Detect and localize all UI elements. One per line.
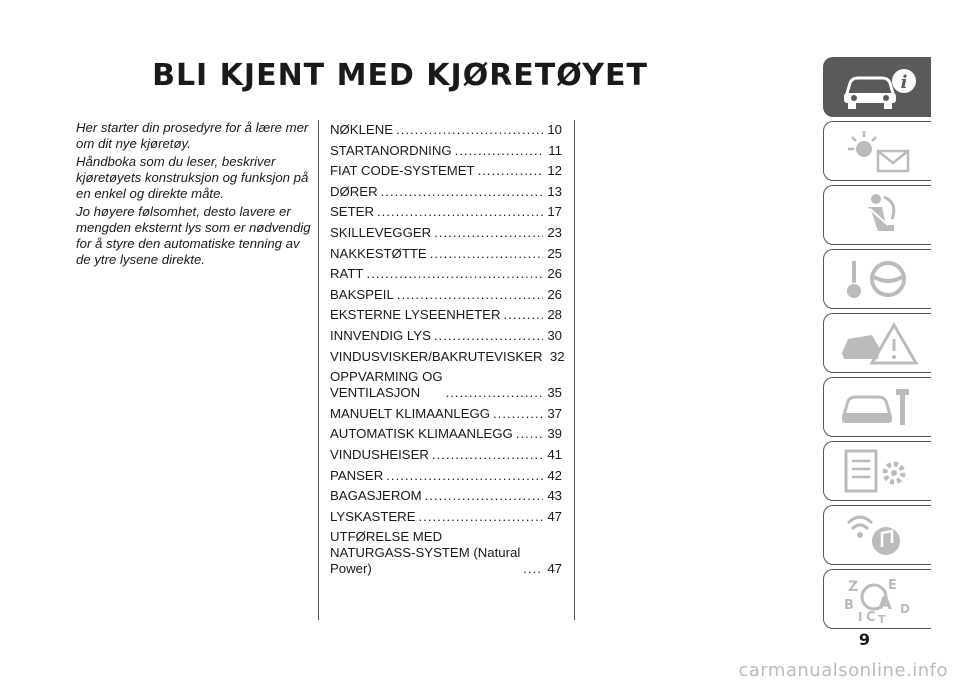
toc-leader-dots bbox=[434, 225, 543, 241]
toc-entry[interactable] bbox=[330, 246, 562, 262]
warning-lights-icon bbox=[838, 127, 918, 175]
tab-car-info[interactable] bbox=[823, 57, 931, 117]
toc-entry[interactable] bbox=[330, 488, 562, 504]
toc-entry-label: MANUELT KLIMAANLEGG bbox=[330, 405, 491, 421]
toc-entry[interactable] bbox=[330, 184, 562, 200]
svg-text:T: T bbox=[877, 613, 886, 623]
toc-entry-label: FIAT CODE-SYSTEMET bbox=[330, 163, 475, 179]
svg-text:B: B bbox=[843, 598, 854, 613]
table-of-contents bbox=[330, 122, 565, 582]
toc-leader-dots bbox=[366, 266, 543, 282]
tab-starting-driving[interactable] bbox=[823, 249, 931, 309]
toc-entry-label: STARTANORDNING bbox=[330, 142, 452, 158]
toc-entry-page: 41 bbox=[547, 446, 562, 462]
toc-leader-dots bbox=[396, 122, 543, 138]
intro-text bbox=[76, 120, 316, 270]
toc-leader-dots bbox=[516, 426, 543, 442]
svg-text:Z: Z bbox=[847, 579, 858, 595]
toc-entry[interactable] bbox=[330, 447, 562, 463]
toc-entry[interactable] bbox=[330, 328, 562, 344]
chapter-tabs bbox=[823, 57, 931, 633]
toc-entry-page: 35 bbox=[547, 385, 562, 401]
toc-leader-dots bbox=[478, 163, 543, 179]
toc-leader-dots bbox=[493, 406, 543, 422]
tab-safety[interactable] bbox=[823, 185, 931, 245]
tab-technical-data[interactable] bbox=[823, 441, 931, 501]
toc-entry-page: 17 bbox=[547, 204, 562, 220]
column-divider bbox=[574, 120, 575, 620]
tab-warning-lights[interactable] bbox=[823, 121, 931, 181]
multimedia-icon bbox=[838, 511, 918, 559]
toc-leader-dots bbox=[397, 287, 543, 303]
toc-entry[interactable] bbox=[330, 509, 562, 525]
toc-entry[interactable] bbox=[330, 529, 562, 577]
toc-entry-label: BAGASJEROM bbox=[330, 488, 422, 504]
alphabetical-index-icon bbox=[838, 575, 918, 623]
toc-entry-page: 12 bbox=[547, 163, 562, 179]
technical-data-icon bbox=[838, 447, 918, 495]
toc-entry[interactable] bbox=[330, 468, 562, 484]
page-title: BLI KJENT MED KJØRETØYET bbox=[152, 58, 648, 93]
toc-entry-page: 11 bbox=[548, 142, 562, 158]
toc-leader-dots bbox=[523, 561, 543, 577]
toc-leader-dots bbox=[377, 204, 543, 220]
airbag-safety-icon bbox=[838, 191, 918, 239]
steering-wheel-icon bbox=[838, 255, 918, 303]
toc-leader-dots bbox=[455, 143, 543, 159]
toc-entry[interactable] bbox=[330, 122, 562, 138]
toc-entry-label: LYSKASTERE bbox=[330, 508, 416, 524]
tab-index[interactable] bbox=[823, 569, 931, 629]
car-info-icon bbox=[838, 63, 918, 111]
intro-paragraph: Her starter din prosedyre for å lære mer om dit nye kjøretøy. bbox=[76, 120, 309, 151]
svg-text:E: E bbox=[887, 578, 897, 593]
toc-entry-page: 25 bbox=[547, 245, 562, 261]
toc-entry-page: 26 bbox=[547, 286, 562, 302]
toc-entry-page: 47 bbox=[547, 561, 562, 577]
toc-entry-page: 23 bbox=[547, 224, 562, 240]
toc-leader-dots bbox=[504, 307, 543, 323]
car-service-icon bbox=[838, 383, 918, 431]
toc-entry-page: 30 bbox=[547, 327, 562, 343]
toc-leader-dots bbox=[430, 246, 543, 262]
toc-entry-label: DØRER bbox=[330, 183, 378, 199]
watermark: carmanualsonline.info bbox=[738, 660, 948, 681]
svg-text:A: A bbox=[877, 593, 892, 614]
toc-entry-label: RATT bbox=[330, 266, 364, 282]
page-number: 9 bbox=[858, 630, 870, 649]
svg-text:i: i bbox=[900, 72, 907, 93]
toc-entry-label: AUTOMATISK KLIMAANLEGG bbox=[330, 426, 513, 442]
toc-entry[interactable] bbox=[330, 406, 562, 422]
toc-entry-label: PANSER bbox=[330, 467, 384, 483]
svg-text:D: D bbox=[899, 602, 910, 616]
toc-entry-label: UTFØRELSE MED NATURGASS-SYSTEM (Natural Power) bbox=[330, 529, 521, 577]
tab-multimedia[interactable] bbox=[823, 505, 931, 565]
emergency-icon bbox=[838, 319, 918, 367]
toc-leader-dots bbox=[446, 385, 543, 401]
toc-entry-page: 39 bbox=[547, 426, 562, 442]
toc-leader-dots bbox=[432, 447, 543, 463]
toc-entry-page: 42 bbox=[547, 467, 562, 483]
toc-entry-page: 37 bbox=[547, 405, 562, 421]
toc-leader-dots bbox=[386, 468, 543, 484]
tab-maintenance[interactable] bbox=[823, 377, 931, 437]
toc-leader-dots bbox=[419, 509, 543, 525]
column-divider bbox=[318, 120, 319, 620]
svg-text:I: I bbox=[857, 610, 862, 623]
toc-leader-dots bbox=[434, 328, 543, 344]
toc-entry[interactable] bbox=[330, 287, 562, 303]
toc-entry-page: 47 bbox=[547, 508, 562, 524]
toc-entry[interactable] bbox=[330, 426, 562, 442]
toc-entry[interactable] bbox=[330, 143, 562, 159]
toc-entry-label: NAKKESTØTTE bbox=[330, 245, 427, 261]
toc-entry[interactable] bbox=[330, 163, 562, 179]
toc-entry-label: EKSTERNE LYSEENHETER bbox=[330, 307, 501, 323]
toc-entry-page: 26 bbox=[547, 266, 562, 282]
toc-entry-page: 13 bbox=[547, 183, 562, 199]
svg-text:C: C bbox=[865, 610, 876, 623]
toc-entry-label: NØKLENE bbox=[330, 122, 394, 137]
toc-entry[interactable] bbox=[330, 266, 562, 282]
toc-entry[interactable] bbox=[330, 225, 562, 241]
toc-entry-label: OPPVARMING OG VENTILASJON bbox=[330, 369, 443, 401]
toc-entry-page: 28 bbox=[547, 307, 562, 323]
toc-leader-dots bbox=[425, 488, 543, 504]
intro-paragraph: Håndboka som du leser, beskriver kjøretøyets konstruksjon og funksjon på en enkel og direkte måte. bbox=[76, 154, 309, 201]
toc-entry[interactable] bbox=[330, 348, 565, 365]
toc-entry-label: BAKSPEIL bbox=[330, 286, 394, 302]
toc-leader-dots bbox=[381, 184, 543, 200]
toc-entry-label: SKILLEVEGGER bbox=[330, 224, 432, 240]
intro-paragraph: Jo høyere følsomhet, desto lavere er mengden eksternt lys som er nødvendig for å styre den automatiske tenning av de ytre lysene direkte. bbox=[76, 204, 311, 267]
toc-entry[interactable] bbox=[330, 307, 562, 323]
toc-entry-label: VINDUSHEISER bbox=[330, 446, 429, 462]
toc-entry[interactable] bbox=[330, 369, 562, 401]
toc-entry-label: INNVENDIG LYS bbox=[330, 327, 431, 343]
toc-entry[interactable] bbox=[330, 204, 562, 220]
toc-entry-page: 10 bbox=[547, 122, 562, 137]
toc-entry-label: VINDUSVISKER/BAKRUTEVISKER bbox=[330, 348, 543, 364]
toc-entry-page: 32 bbox=[549, 348, 565, 364]
toc-entry-label: SETER bbox=[330, 204, 374, 220]
tab-emergency[interactable] bbox=[823, 313, 931, 373]
toc-entry-page: 43 bbox=[547, 488, 562, 504]
